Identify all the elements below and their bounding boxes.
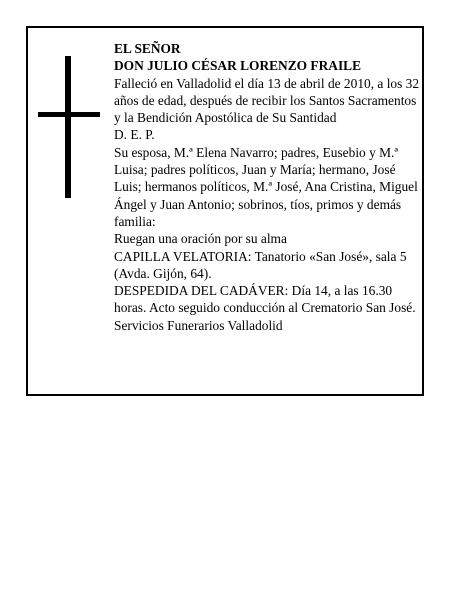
rip-text: D. E. P.	[114, 127, 155, 143]
death-announcement: Falleció en Valladolid el día 13 de abril de 2010, a los 32 años de edad, después de recibir los Santos Sacramentos y la Bendición Apostólica de Su Santidad	[114, 75, 420, 126]
funeral-services: Servicios Funerarios Valladolid	[114, 317, 283, 333]
obituary-notice	[26, 26, 424, 396]
cross-vertical-bar	[65, 56, 71, 198]
notice-heading: EL SEÑOR	[114, 41, 181, 56]
prayer-request: Ruegan una oración por su alma	[114, 231, 287, 247]
farewell-info: DESPEDIDA DEL CADÁVER: Día 14, a las 16.30 horas. Acto seguido conducción al Crematorio San José.	[114, 283, 416, 316]
deceased-name: DON JULIO CÉSAR LORENZO FRAILE	[114, 58, 362, 74]
cross-horizontal-bar	[38, 112, 100, 117]
chapel-info: CAPILLA VELATORIA: Tanatorio «San José», sala 5 (Avda. Gijón, 64).	[114, 248, 407, 281]
cross-icon	[38, 56, 100, 198]
notice-text	[114, 40, 420, 334]
family-list: Su esposa, M.ª Elena Navarro; padres, Eusebio y M.ª Luisa; padres políticos, Juan y María; hermano, José Luis; hermanos políticos, M.ª José, Ana Cristina, Miguel Ángel y Juan Antonio; sobrinos, tíos, primos y demás familia:	[114, 144, 418, 229]
